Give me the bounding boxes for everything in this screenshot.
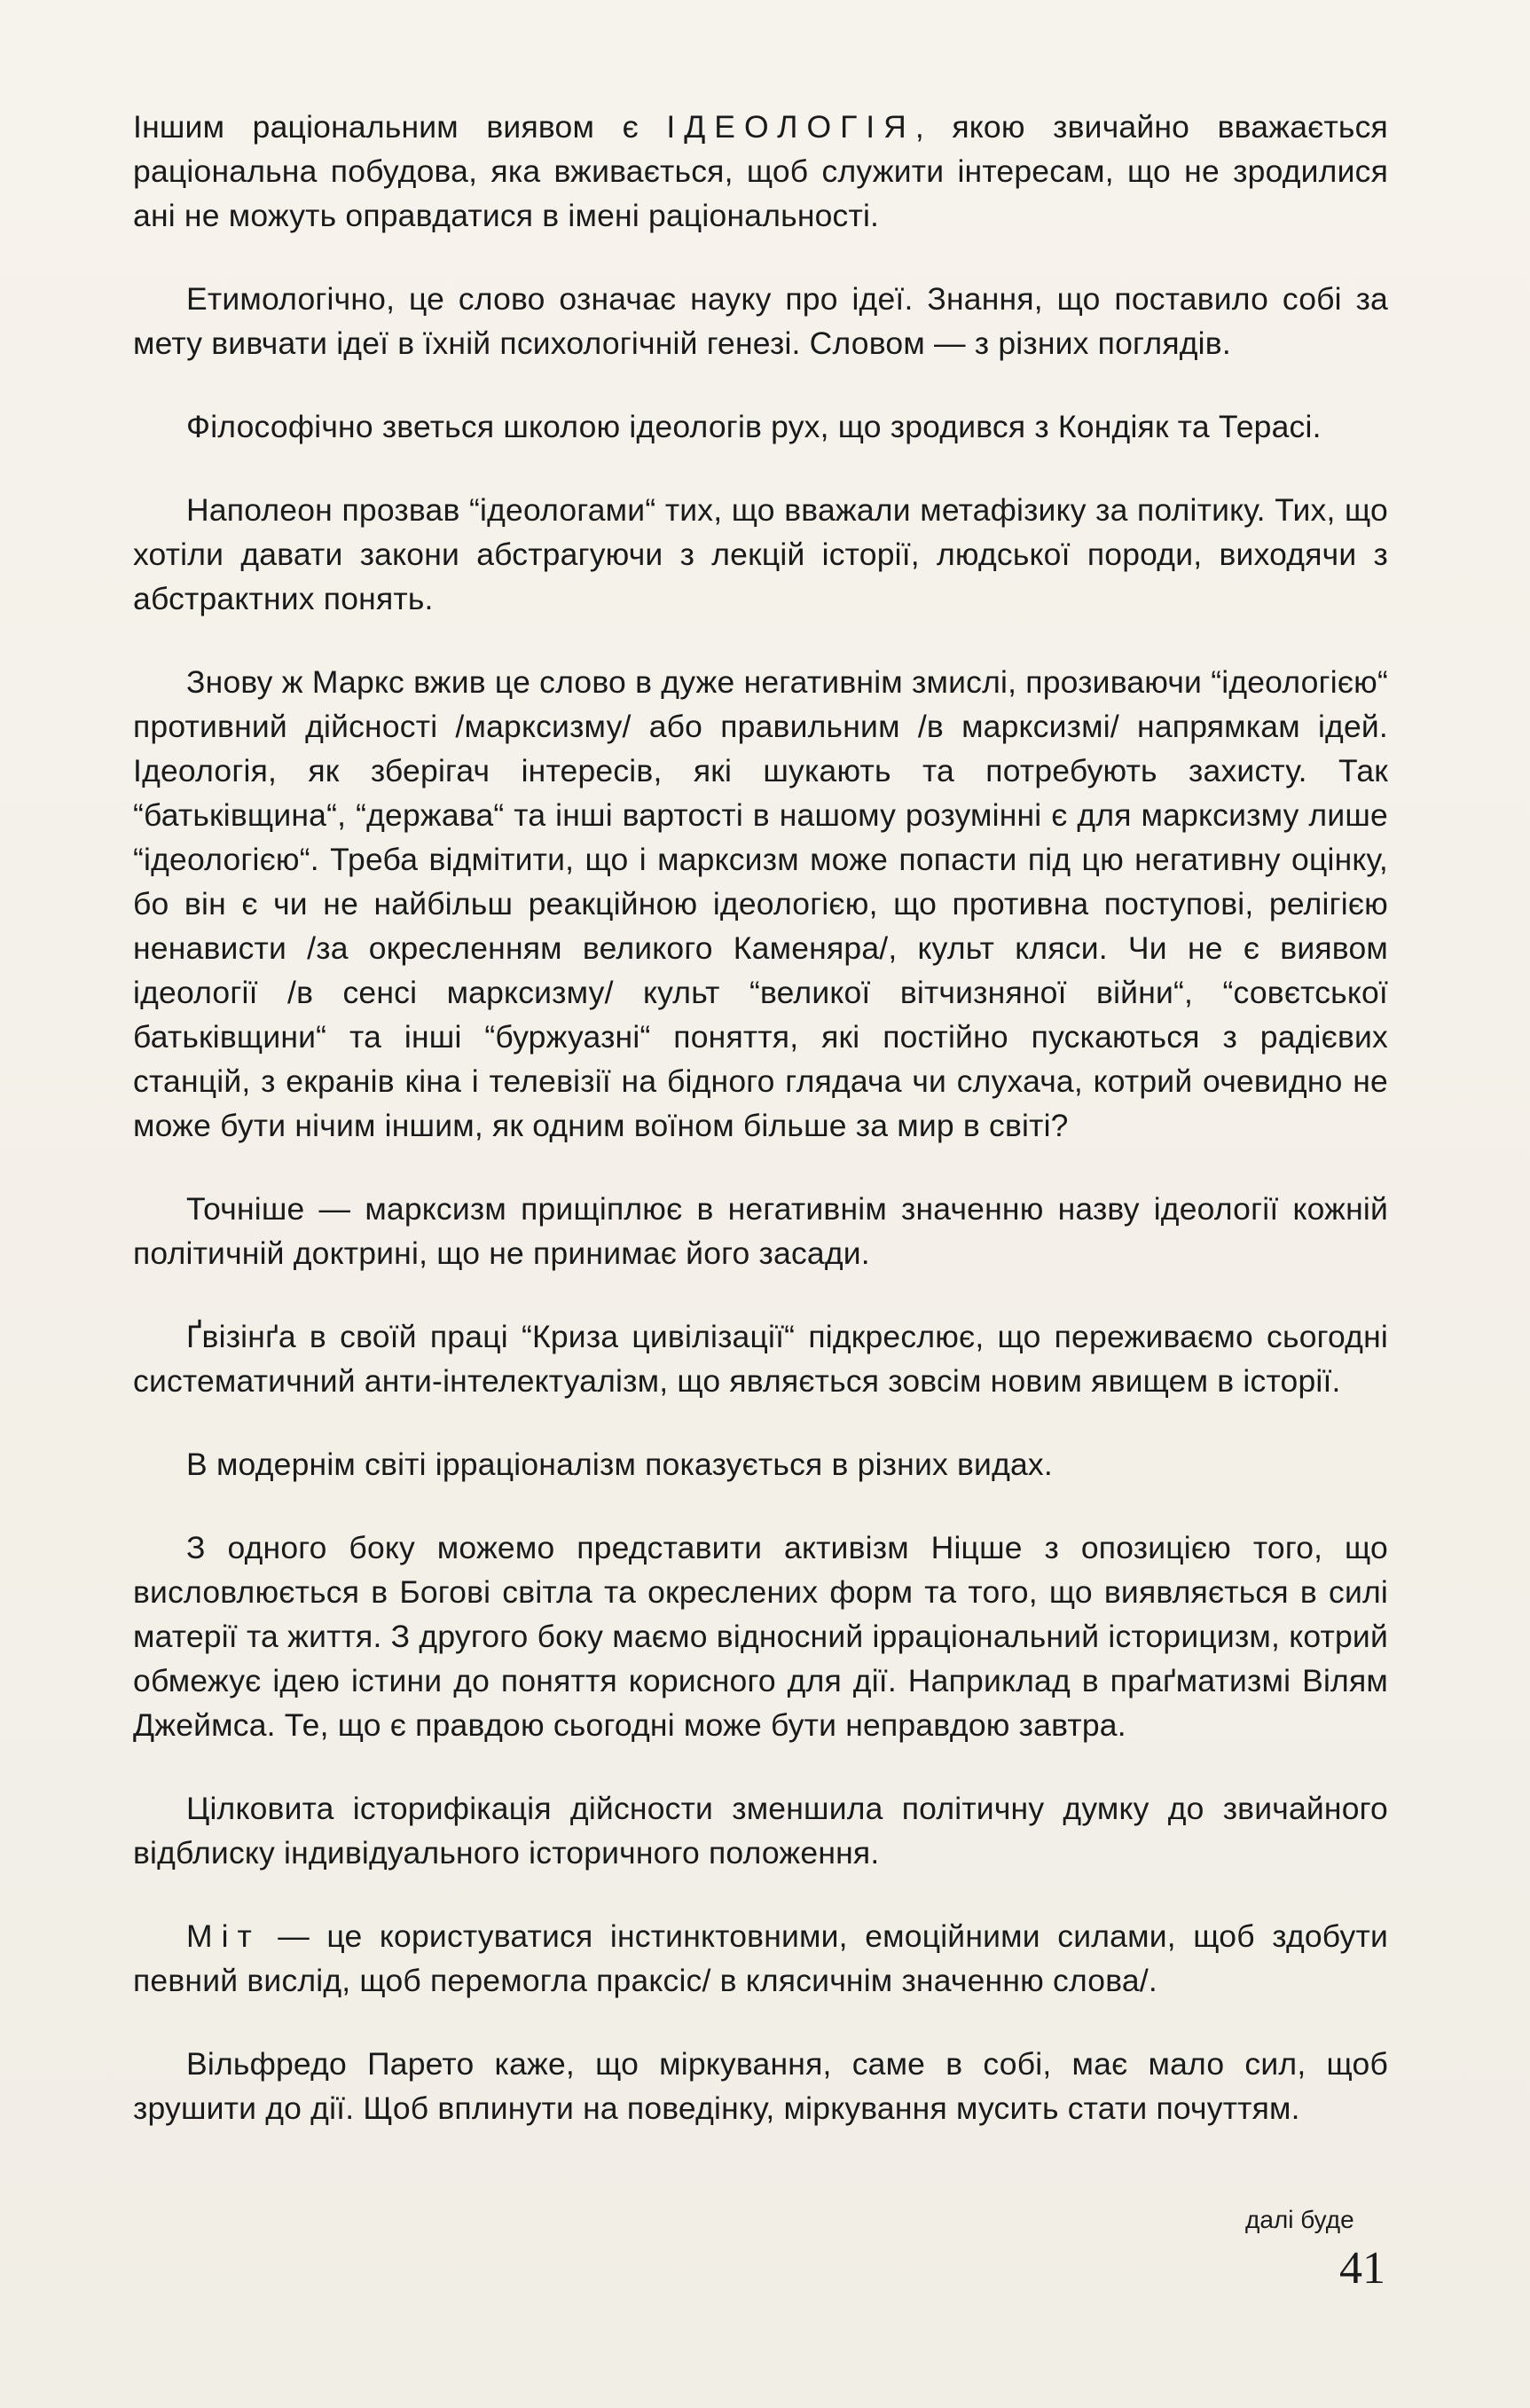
paragraph-etymology: Етимологічно, це слово означає науку про ідеї. Знання, що поставило собі за мету вивчати ідеї в їхній психологічній генезі. Словом — з різних поглядів. xyxy=(133,281,1388,361)
paragraph-marx: Знову ж Маркс вжив це слово в дуже негативнім змислі, прозиваючи “ідеологією“ противний дійсності /марксизму/ або правильним /в марксизмі/ напрямкам ідей. Ідеологія, як зберігач інтересів, які шукають та потребують захисту. Так “батьківщина“, “держава“ та інші вартості в нашому розумінні є для марксизму лише “ідеологією“. Треба відмітити, що і марксизм може попасти під цю негативну оцінку, бо він є чи не найбільш реакційною ідеологією, що противна поступові, релігією ненависти /за окресленням великого Каменяра/, культ кляси. Чи не є виявом ідеології /в сенсі марксизму/ культ “великої вітчизняної війни“, “совєтської батьківщини“ та інші “буржуазні“ поняття, які постійно пускаються з радієвих станцій, з екранів кіна і телевізії на бідного глядача чи слухача, котрий очевидно не може бути нічим іншим, як одним воїном більше за мир в світі? xyxy=(133,664,1388,1143)
paragraph-rest: — це користуватися інстинктовними, емоційними силами, щоб здобути певний вислід, щоб перемогла праксіс/ в клясичнім значенню слова/. xyxy=(133,1918,1388,1998)
paragraph-napoleon: Наполеон прозвав “ідеологами“ тих, що вважали метафізику за політику. Тих, що хотіли давати закони абстрагуючи з лекцій історії, людської породи, виходячи з абстрактних понять. xyxy=(133,492,1388,616)
paragraph-rest: , якою звичайно вважається раціональна побудова, яка вживається, щоб служити інтересам, що не зродилися ані не можуть оправдатися в імені раціональності. xyxy=(133,109,1388,233)
term-myth: Міт xyxy=(186,1918,261,1954)
paragraph-ideology xyxy=(133,105,1388,238)
paragraph-historification: Цілковита історифікація дійсности зменшила політичну думку до звичайного відблиску індивідуального історичного положення. xyxy=(133,1791,1388,1871)
paragraph-lead: Іншим раціональним виявом є xyxy=(133,109,639,145)
to-be-continued-note: далі буде xyxy=(1245,2206,1354,2233)
paragraph-nietzsche: З одного боку можемо представити активізм Ніцше з опозицією того, що висловлюється в Богові світла та окреслених форм та того, що виявляється в силі матерії та життя. З другого боку маємо відносний ірраціональний історицизм, котрий обмежує ідею істини до поняття корисного для дії. Наприклад в праґматизмі Вілям Джеймса. Те, що є правдою сьогодні може бути неправдою завтра. xyxy=(133,1530,1388,1743)
paragraph-precisely: Точніше — марксизм прищіплює в негативнім значенню назву ідеології кожній політичній доктрині, що не принимає його засади. xyxy=(133,1191,1388,1271)
paragraph-philosophy: Філософічно зветься школою ідеологів рух, що зродився з Кондіяк та Терасі. xyxy=(186,409,1322,444)
paragraph-irrationalism: В модернім світі ірраціоналізм показується в різних видах. xyxy=(186,1447,1053,1482)
page-number: 41 xyxy=(1339,2243,1385,2294)
page-body xyxy=(133,105,1388,2130)
term-ideology: ІДЕОЛОГІЯ xyxy=(666,109,915,145)
paragraph-pareto: Вільфредо Парето каже, що міркування, саме в собі, має мало сил, щоб зрушити до дії. Щоб вплинути на поведінку, міркування мусить стати почуттям. xyxy=(133,2046,1388,2126)
paragraph-huizinga: Ґвізінґа в своїй праці “Криза цивілізації“ підкреслює, що переживаємо сьогодні систематичний анти-інтелектуалізм, що являється зовсім новим явищем в історії. xyxy=(133,1319,1388,1399)
paragraph-myth xyxy=(133,1914,1388,2003)
